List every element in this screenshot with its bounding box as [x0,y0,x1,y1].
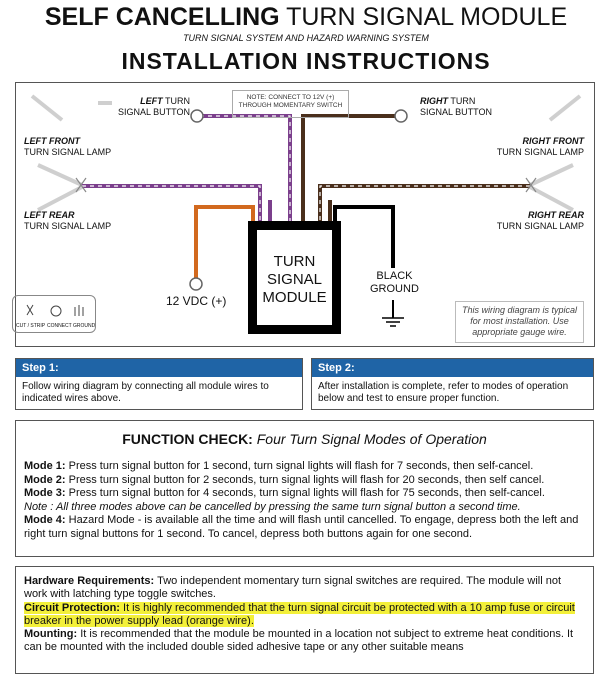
ground-label [370,270,419,296]
mode-3-text: Press turn signal button for 4 seconds, turn signal lights will flash for 75 seconds, then self-cancel. [65,487,545,499]
mounting-text: It is recommended that the module be mounted in a location not subject to extreme heat conditions. It can be mounted with the included double sided adhesive tape or any other suitable means [24,628,574,654]
left-rear-label [24,210,111,232]
modes-note [24,501,587,515]
power-label: 12 VDC (+) [166,294,227,308]
ground-label-1: BLACK [376,270,413,282]
wiring-note-2: THROUGH MOMENTARY SWITCH [238,102,343,109]
mode-2 [24,474,587,488]
module-label-2: SIGNAL [266,271,323,288]
turn-signal-module [248,221,341,334]
left-front-label-1: LEFT FRONT [24,136,80,146]
step-2-text: After installation is complete, refer to modes of operation below and test to ensure proper function. [318,381,569,404]
mode-1-label: Mode 1: [24,460,66,472]
legend-ground: GROUND [73,323,96,329]
circuit-protection-label: Circuit Protection: [24,601,120,614]
ground-label-2: GROUND [370,283,419,295]
right-button-label-3: SIGNAL BUTTON [420,107,493,117]
mode-4-label: Mode 4: [24,514,66,526]
step-2-title: Step 2: [312,359,593,377]
right-button-label-2: TURN [448,96,476,106]
left-button-label-2: TURN [162,96,190,106]
mode-3-label: Mode 3: [24,487,66,499]
module-label-1: TURN [273,253,316,270]
title-rest: TURN SIGNAL MODULE [286,3,568,31]
step-1-text: Follow wiring diagram by connecting all module wires to indicated wires above. [22,381,269,404]
step-1-title: Step 1: [16,359,302,377]
document-subtitle: TURN SIGNAL SYSTEM AND HAZARD WARNING SYSTEM [183,33,429,43]
function-check-body [24,460,587,541]
module-label-3: MODULE [262,289,327,306]
mode-3 [24,487,587,501]
right-rear-label [490,210,584,232]
right-front-label-2: TURN SIGNAL LAMP [496,147,584,157]
hardware-requirements [24,575,587,602]
function-check-title-rest: Four Turn Signal Modes of Operation [252,431,487,447]
mode-4-text: Hazard Mode - is available all the time and will flash until cancelled. To engage, depress both the left and right turn signal buttons for 1 second. To cancel, depress both buttons again for one second. [24,514,579,540]
right-button-label-1: RIGHT [420,96,448,106]
hardware-box [15,566,594,674]
right-button-label [420,96,510,118]
circuit-protection [24,602,587,629]
legend-cut: CUT / STRIP [16,323,46,329]
right-front-label [490,136,584,158]
instructions-heading: INSTALLATION INSTRUCTIONS [121,48,491,74]
mode-2-text: Press turn signal button for 2 seconds, turn signal lights will flash for 20 seconds, then self cancel. [65,473,545,486]
wiring-note [232,90,349,118]
step-2-box [311,358,594,410]
mode-1-text: Press turn signal button for 1 second, turn signal lights will flash for 7 seconds, then self-cancel. [65,460,534,472]
wiring-note-1: NOTE: CONNECT TO 12V (+) [246,94,335,101]
mounting-label: Mounting: [24,628,78,641]
left-button-label-1: LEFT [140,96,163,106]
left-front-label-2: TURN SIGNAL LAMP [24,147,112,157]
left-button-label [110,96,190,118]
title-bold: SELF CANCELLING [44,3,280,31]
legend-connect: CONNECT [47,323,72,329]
typical-note: This wiring diagram is typical for most installation. Use appropriate gauge wire. [455,301,584,343]
mode-2-label: Mode 2: [24,473,66,486]
left-button-label-3: SIGNAL BUTTON [117,107,190,117]
function-check-box [15,420,594,557]
step-1-box [15,358,303,410]
hardware-requirements-text: Two independent momentary turn signal switches are required. The module will not work with latching type toggle switches. [24,575,562,601]
hardware-requirements-label: Hardware Requirements: [24,575,155,587]
mode-4 [24,514,587,541]
circuit-protection-text: It is highly recommended that the turn signal circuit be protected with a 10 amp fuse or circuit breaker in the power supply lead (orange wire). [24,601,575,627]
symbol-legend [12,295,96,333]
function-check-title-bold: FUNCTION CHECK: [122,431,253,447]
left-front-label [24,136,111,158]
left-rear-label-1: LEFT REAR [24,210,75,220]
right-rear-label-1: RIGHT REAR [528,210,584,220]
right-front-label-1: RIGHT FRONT [522,136,584,146]
modes-note-text: Note : All three modes above can be cancelled by pressing the same turn signal button a second time. [24,500,521,513]
right-rear-label-2: TURN SIGNAL LAMP [496,221,584,231]
hardware-body [24,575,587,655]
left-rear-label-2: TURN SIGNAL LAMP [24,221,112,231]
mounting [24,628,587,655]
mode-1 [24,460,587,474]
function-check-title [16,431,593,447]
